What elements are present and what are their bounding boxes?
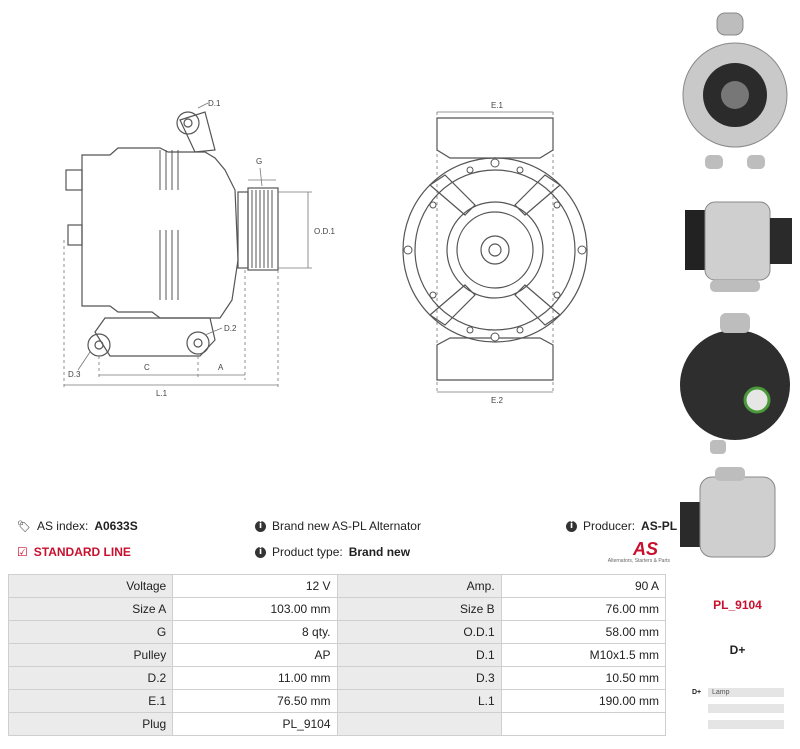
spec-label: Size A (9, 598, 173, 621)
spec-label: Pulley (9, 644, 173, 667)
spec-label: Voltage (9, 575, 173, 598)
spec-row (9, 690, 666, 713)
spec-label: G (9, 621, 173, 644)
spec-row (9, 598, 666, 621)
checkbox-icon: ☑ (17, 545, 28, 559)
label-d3: D.3 (68, 370, 81, 379)
alternator-photo-side (675, 190, 800, 300)
label-d1: D.1 (208, 99, 221, 108)
brand-info: i Brand new AS-PL Alternator (255, 519, 421, 533)
plug-pin-list (692, 687, 784, 735)
spec-value: 11.00 mm (173, 667, 337, 690)
label-e1: E.1 (491, 101, 504, 110)
as-pl-logo: AS Alternators, Starters & Parts (607, 539, 670, 564)
spec-label: O.D.1 (337, 621, 501, 644)
standard-line-label: STANDARD LINE (33, 545, 131, 559)
spec-label: D.2 (9, 667, 173, 690)
spec-label: L.1 (337, 690, 501, 713)
plug-code: PL_9104 (713, 598, 762, 612)
plug-pin (692, 703, 784, 713)
producer: i Producer: AS-PL (566, 519, 677, 533)
spec-label (337, 713, 501, 736)
label-d2: D.2 (224, 324, 237, 333)
label-g: G (256, 157, 263, 166)
info-icon: i (566, 521, 577, 532)
spec-label: E.1 (9, 690, 173, 713)
spec-value: 76.00 mm (501, 598, 665, 621)
plug-pin (692, 719, 784, 729)
tag-icon: 🏷 (17, 519, 31, 533)
spec-value: AP (173, 644, 337, 667)
spec-label: D.1 (337, 644, 501, 667)
as-index-value: A0633S (94, 519, 138, 533)
spec-row (9, 575, 666, 598)
plug-pin: D+ Lamp (692, 687, 784, 697)
product-type: i Product type: Brand new (255, 545, 410, 559)
as-index: 🏷 AS index: A0633S (17, 519, 138, 533)
spec-value: 10.50 mm (501, 667, 665, 690)
spec-label: Size B (337, 598, 501, 621)
spec-row (9, 644, 666, 667)
spec-value: 76.50 mm (173, 690, 337, 713)
spec-label: Amp. (337, 575, 501, 598)
label-od1: O.D.1 (314, 227, 335, 236)
standard-line (17, 545, 131, 559)
spec-value: 90 A (501, 575, 665, 598)
spec-value: 12 V (173, 575, 337, 598)
spec-value: 8 qty. (173, 621, 337, 644)
label-l1: L.1 (156, 389, 168, 398)
label-c: C (144, 363, 150, 372)
label-e2: E.2 (491, 396, 504, 405)
spec-table (8, 574, 666, 736)
spec-label: Plug (9, 713, 173, 736)
label-a: A (218, 363, 224, 372)
info-icon: i (255, 521, 266, 532)
spec-row (9, 621, 666, 644)
alternator-photo-back (675, 305, 800, 460)
alternator-photo-front (675, 5, 800, 175)
spec-value: 58.00 mm (501, 621, 665, 644)
spec-row (9, 713, 666, 736)
spec-value: 103.00 mm (173, 598, 337, 621)
spec-row (9, 667, 666, 690)
info-icon: i (255, 547, 266, 558)
plug-terminal: D+ (729, 643, 746, 657)
spec-value: 190.00 mm (501, 690, 665, 713)
spec-value (501, 713, 665, 736)
spec-value: M10x1.5 mm (501, 644, 665, 667)
spec-label: D.3 (337, 667, 501, 690)
spec-value: PL_9104 (173, 713, 337, 736)
alternator-photo-angle (675, 462, 800, 572)
